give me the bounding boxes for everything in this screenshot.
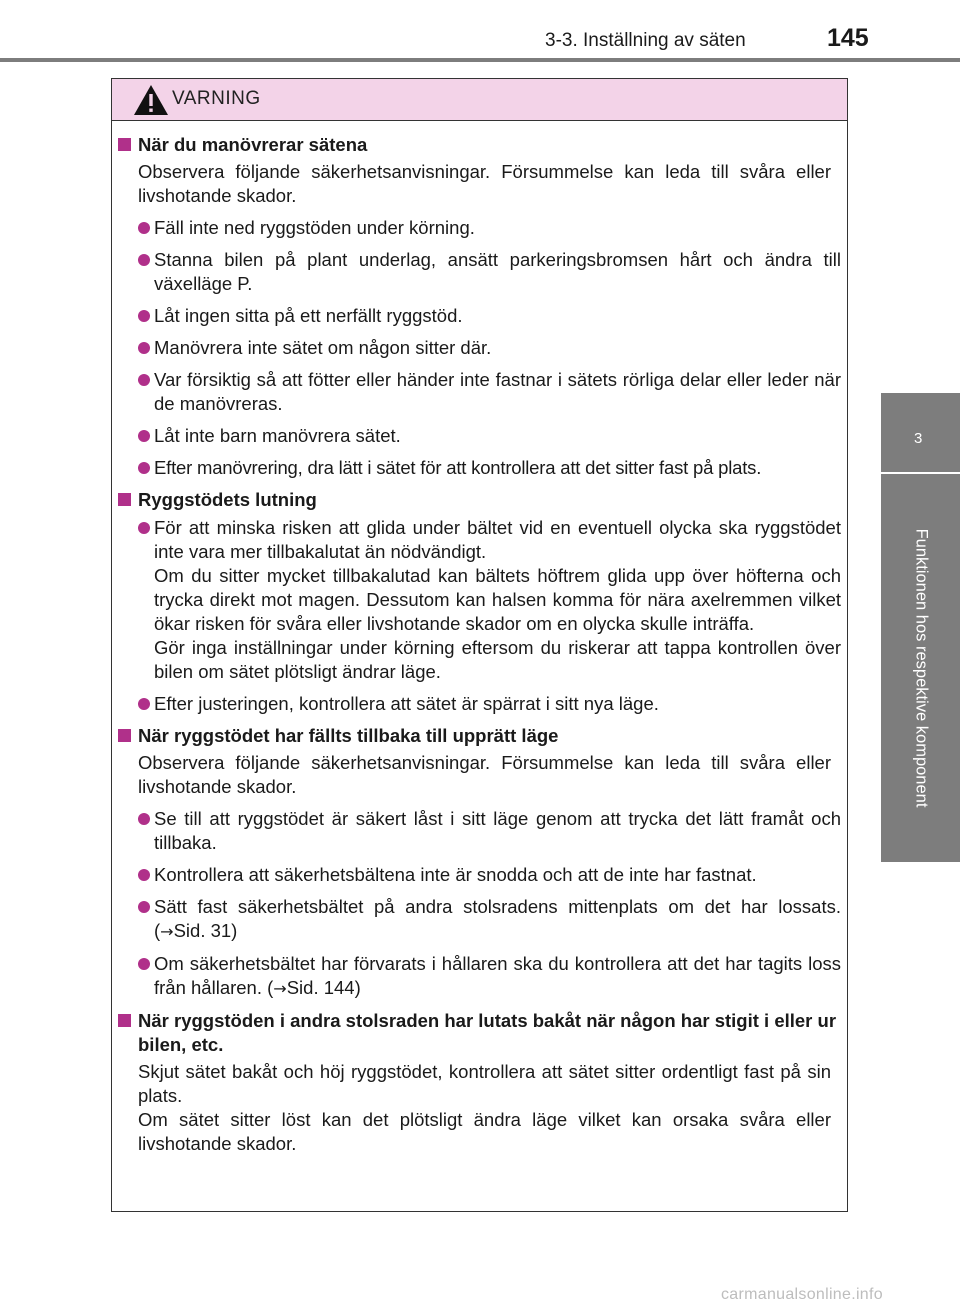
- section-title: 3-3. Inställning av säten: [545, 30, 746, 51]
- chapter-side-tab: [881, 474, 960, 862]
- round-bullet-icon: [138, 869, 150, 881]
- page-ref-arrow-icon: →: [273, 979, 287, 998]
- round-bullet-icon: [138, 222, 150, 234]
- chapter-number-tab: [881, 393, 960, 472]
- warning-header: [112, 79, 847, 121]
- list-item: Stanna bilen på plant underlag, ansätt parkeringsbromsen hårt och ändra till växelläge P.: [118, 248, 841, 296]
- list-item: Se till att ryggstödet är säkert låst i sitt läge genom att trycka det lätt framåt och tillbaka.: [118, 807, 841, 855]
- list-item: Låt inte barn manövrera sätet.: [118, 424, 841, 448]
- round-bullet-icon: [138, 462, 150, 474]
- page-ref-arrow-icon: →: [160, 922, 174, 941]
- round-bullet-icon: [138, 813, 150, 825]
- section-heading: När ryggstödet har fällts tillbaka till upprätt läge: [118, 724, 841, 748]
- page-number: 145: [827, 24, 869, 52]
- warning-content: [118, 133, 841, 1156]
- round-bullet-icon: [138, 254, 150, 266]
- section-intro: Observera följande säkerhetsanvisningar. Försummelse kan leda till svåra eller livshotande skador.: [138, 752, 831, 797]
- warning-title: VARNING: [172, 88, 261, 109]
- list-item: Fäll inte ned ryggstöden under körning.: [118, 216, 841, 240]
- list-item: Efter manövrering, dra lätt i sätet för att kontrollera att det sitter fast på plats.: [118, 456, 841, 480]
- round-bullet-icon: [138, 522, 150, 534]
- section-heading: När du manövrerar sätena: [118, 133, 841, 157]
- list-item: För att minska risken att glida under bältet vid en eventuell olycka ska ryggstödet inte vara mer tillbakalutat än nödvändigt. Om du sitter mycket tillbakalutad kan bältets höftrem glida upp över höfterna och trycka direkt mot magen. Dessutom kan halsen komma för nära axelremmen vilket ökar risken för svåra eller livshotande skador om en olycka skulle inträffa. Gör inga inställningar under körning eftersom du riskerar att tappa kontrollen över bilen om sätet plötsligt ändrar läge.: [118, 516, 841, 684]
- square-bullet-icon: [118, 729, 131, 742]
- round-bullet-icon: [138, 698, 150, 710]
- section-heading: När ryggstöden i andra stolsraden har lutats bakåt när någon har stigit i eller ur bilen, etc.: [118, 1009, 841, 1057]
- section-heading: Ryggstödets lutning: [118, 488, 841, 512]
- list-item: Låt ingen sitta på ett nerfällt ryggstöd.: [118, 304, 841, 328]
- round-bullet-icon: [138, 901, 150, 913]
- round-bullet-icon: [138, 430, 150, 442]
- square-bullet-icon: [118, 493, 131, 506]
- chapter-title: Funktionen hos respektive komponent: [912, 528, 931, 808]
- round-bullet-icon: [138, 342, 150, 354]
- round-bullet-icon: [138, 374, 150, 386]
- section-paragraph: Skjut sätet bakåt och höj ryggstödet, kontrollera att sätet sitter ordentligt fast på sin plats. Om sätet sitter löst kan det plötsligt ändra läge vilket kan orsaka svåra eller livshotande skador.: [138, 1061, 831, 1154]
- watermark: carmanualsonline.info: [721, 1286, 883, 1303]
- square-bullet-icon: [118, 138, 131, 151]
- list-item: Manövrera inte sätet om någon sitter där.: [118, 336, 841, 360]
- warning-box: [111, 78, 848, 1212]
- round-bullet-icon: [138, 958, 150, 970]
- header-divider: [0, 58, 960, 62]
- square-bullet-icon: [118, 1014, 131, 1027]
- list-item: Var försiktig så att fötter eller händer inte fastnar i sätets rörliga delar eller leder när de manövreras.: [118, 368, 841, 416]
- list-item: Sätt fast säkerhetsbältet på andra stolsradens mittenplats om det har lossats. (→Sid. 31): [118, 895, 841, 944]
- list-item: Kontrollera att säkerhetsbältena inte är snodda och att de inte har fastnat.: [118, 863, 841, 887]
- chapter-number: 3: [914, 430, 923, 447]
- page-ref-link[interactable]: Sid. 31): [173, 920, 238, 941]
- list-item: Om säkerhetsbältet har förvarats i hållaren ska du kontrollera att det har tagits loss från hållaren. (→Sid. 144): [118, 952, 841, 1001]
- list-item: Efter justeringen, kontrollera att sätet är spärrat i sitt nya läge.: [118, 692, 841, 716]
- round-bullet-icon: [138, 310, 150, 322]
- warning-triangle-icon: [133, 84, 169, 116]
- section-intro: Observera följande säkerhetsanvisningar. Försummelse kan leda till svåra eller livshotande skador.: [138, 161, 831, 206]
- page-ref-link[interactable]: Sid. 144): [286, 977, 361, 998]
